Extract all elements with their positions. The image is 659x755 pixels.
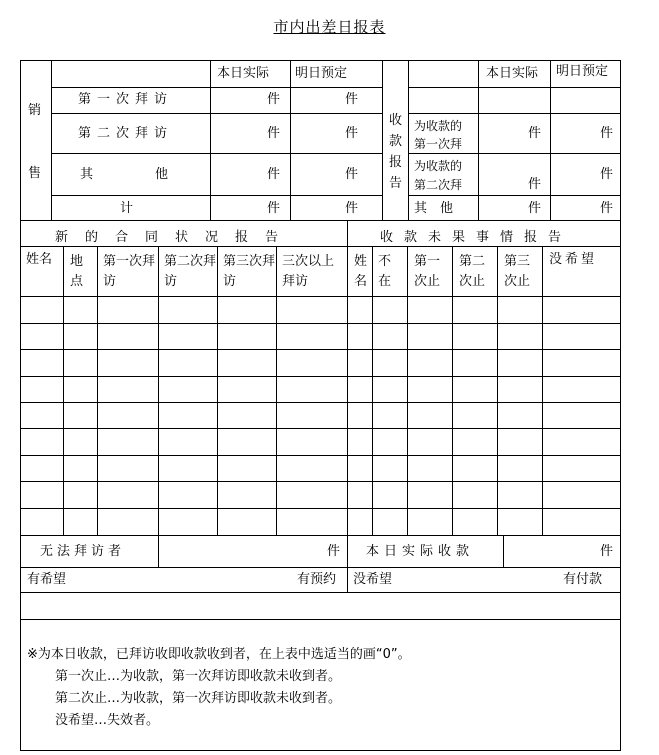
contract-report-title: 新的合同状况报告 — [55, 230, 296, 245]
collection-label: 款 — [389, 134, 403, 149]
row-line — [20, 428, 621, 429]
row-line — [20, 455, 621, 456]
unit-label: 件 — [267, 92, 281, 107]
collection-result-title: 收款未果事情报告 — [380, 230, 573, 245]
sales-row-total: 计 — [120, 201, 134, 216]
collection-row2-line2: 第二次拜 — [414, 178, 463, 192]
cannot-visit-label: 无法拜访者 — [40, 544, 126, 559]
col-line — [347, 220, 348, 535]
collection-label: 收 — [389, 113, 403, 128]
unit-label: 件 — [528, 177, 542, 192]
col-line — [478, 60, 479, 220]
header-first-stop: 第一次止 — [414, 254, 441, 289]
paid-label: 有付款 — [563, 572, 603, 587]
unit-label: 件 — [600, 544, 614, 559]
header-first-visit: 第一次拜访 — [103, 254, 156, 289]
col-line — [382, 60, 383, 220]
col-line — [372, 246, 373, 535]
row-line — [20, 619, 621, 620]
col-line — [503, 535, 504, 567]
row-line — [20, 535, 621, 536]
col-line — [97, 246, 98, 535]
row-line — [20, 592, 621, 593]
col-line — [347, 535, 348, 567]
row-line — [408, 153, 621, 154]
header-third-stop: 第三次止 — [504, 254, 531, 289]
col-line — [276, 246, 277, 535]
reserved-label: 有预约 — [297, 572, 337, 587]
col-line — [290, 60, 291, 220]
header-third-visit: 第三次拜访 — [223, 254, 276, 289]
col-line — [347, 567, 348, 592]
unit-label: 件 — [267, 201, 281, 216]
unit-label: 件 — [345, 167, 359, 182]
header-name: 姓名 — [26, 252, 53, 267]
note-line: ※为本日收款，已拜访收即收款收到者，在上表中选适当的画“0”。 — [27, 647, 411, 662]
collection-col-actual: 本日实际 — [486, 66, 539, 81]
page-title: 市内出差日报表 — [273, 18, 386, 36]
unit-label: 件 — [327, 544, 341, 559]
note-line: 没希望…失效者。 — [55, 713, 160, 728]
row-line — [408, 195, 621, 196]
header-location: 地点 — [70, 254, 84, 289]
header-divider — [20, 246, 621, 247]
unit-label: 件 — [528, 126, 542, 141]
col-line — [408, 60, 409, 220]
col-line — [158, 535, 159, 567]
row-line — [20, 481, 621, 482]
col-line — [217, 246, 218, 535]
col-line — [550, 60, 551, 220]
col-line — [452, 246, 453, 535]
unit-label: 件 — [345, 92, 359, 107]
col-line — [158, 246, 159, 535]
row-line — [20, 567, 621, 568]
note-line: 第一次止…为收款，第一次拜访即收款未收到者。 — [55, 669, 342, 684]
note-line: 第二次止…为收款，第一次拜访即收款未收到者。 — [55, 691, 342, 706]
sales-row-second-visit: 第二次拜访 — [78, 126, 174, 141]
sales-label-2: 售 — [28, 166, 42, 181]
sales-col-actual: 本日实际 — [217, 66, 270, 81]
row-line — [51, 195, 382, 196]
row-line — [20, 349, 621, 350]
unit-label: 件 — [600, 167, 614, 182]
collection-row1-line2: 第一次拜 — [414, 137, 463, 151]
collection-label: 报 — [389, 155, 403, 170]
col-line — [497, 246, 498, 535]
row-line — [20, 376, 621, 377]
row-line — [20, 296, 621, 297]
sales-col-plan: 明日预定 — [295, 66, 348, 81]
hopeful-label: 有希望 — [27, 572, 67, 587]
header-hopeless: 没希望 — [549, 252, 598, 267]
row-line — [20, 402, 621, 403]
row-line — [20, 508, 621, 509]
collection-row1-line1: 为收款的 — [414, 119, 463, 133]
section-divider — [20, 220, 621, 221]
collection-row2-line1: 为收款的 — [414, 159, 463, 173]
hopeless-label: 没希望 — [353, 572, 393, 587]
sales-label-1: 销 — [28, 103, 42, 118]
header-absent: 不在 — [378, 254, 392, 289]
header-second-visit: 第二次拜访 — [164, 254, 217, 289]
col-line — [407, 246, 408, 535]
collection-row-other: 其 他 — [414, 201, 454, 216]
unit-label: 件 — [528, 201, 542, 216]
row-line — [20, 323, 621, 324]
unit-label: 件 — [600, 201, 614, 216]
col-line — [210, 60, 211, 220]
header-more-visits: 三次以上拜访 — [282, 254, 335, 289]
collection-label: 告 — [389, 176, 403, 191]
header-result-name: 姓名 — [354, 254, 368, 289]
col-line — [51, 60, 52, 220]
col-line — [542, 246, 543, 535]
row-line — [408, 87, 621, 88]
unit-label: 件 — [267, 126, 281, 141]
row-line — [51, 153, 382, 154]
actual-collection-label: 本日实际收款 — [366, 544, 475, 559]
unit-label: 件 — [600, 126, 614, 141]
sales-row-other: 其 他 — [80, 167, 181, 182]
unit-label: 件 — [345, 201, 359, 216]
row-line — [408, 113, 621, 114]
col-line — [63, 246, 64, 535]
unit-label: 件 — [345, 126, 359, 141]
sales-row-first-visit: 第一次拜访 — [78, 92, 174, 107]
row-line — [51, 87, 382, 88]
unit-label: 件 — [267, 167, 281, 182]
row-line — [51, 113, 382, 114]
header-second-stop: 第二次止 — [459, 254, 486, 289]
collection-col-plan: 明日预定 — [556, 64, 609, 79]
